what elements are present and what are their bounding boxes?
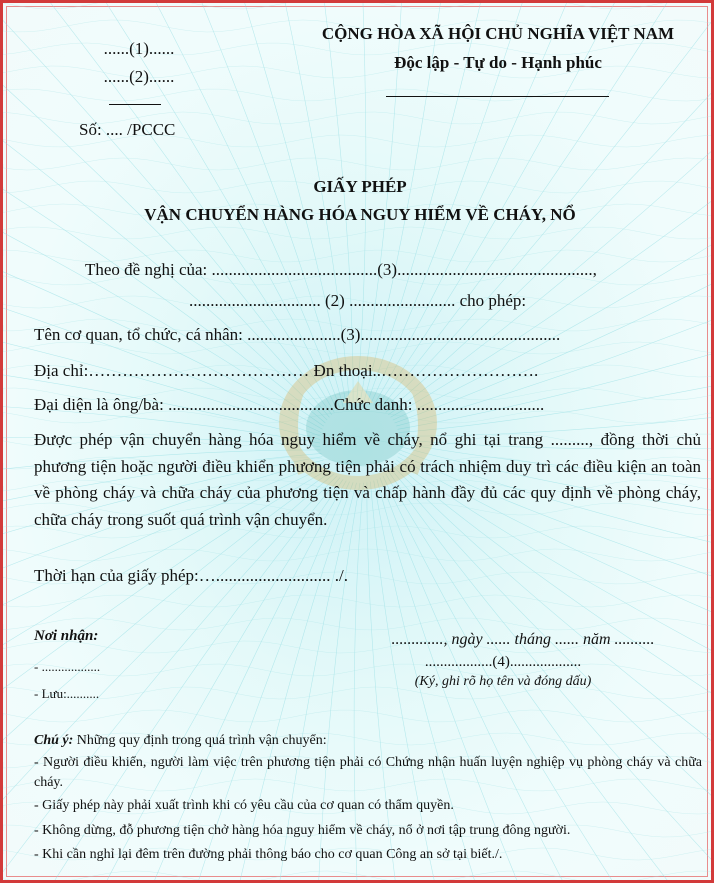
validity-field: Thời hạn của giấy phép:…........................... ./. (34, 566, 348, 585)
guilloche-wave (3, 710, 711, 722)
header-left-line1: ......(1)...... (103, 39, 175, 58)
notes-label: Chú ý: (34, 733, 74, 748)
proposal-field: Theo đề nghị của: .......................................(3).............................................., (85, 260, 597, 279)
note-item: - Người điều khiển, người làm việc trên phương tiện phải có Chứng nhận huấn luyện nghiệp vụ phòng cháy và chữa cháy. (34, 755, 702, 790)
note-item: - Không dừng, đỗ phương tiện chở hàng hóa nguy hiểm về cháy, nổ ở nơi tập trung đông người. (34, 823, 571, 838)
date-line: ............., ngày ...... tháng ...... năm .......... (391, 631, 655, 648)
note-item: - Khi cần nghỉ lại đêm trên đường phải thông báo cho cơ quan Công an sở tại biết./. (34, 847, 503, 862)
document-number: Số: .... /PCCC (79, 120, 176, 139)
note-item: - Giấy phép này phải xuất trình khi có yêu cầu của cơ quan có thẩm quyền. (34, 798, 454, 813)
guilloche-ray (3, 193, 322, 429)
title-line1: GIẤY PHÉP (313, 177, 407, 196)
archive-item: - Lưu:.......... (34, 686, 100, 701)
guilloche-wave (3, 549, 711, 561)
guilloche-wave (3, 227, 711, 239)
guilloche-wave (3, 3, 711, 9)
title-line2: VẬN CHUYỂN HÀNG HÓA NGUY HIỂM VỀ CHÁY, NỔ (144, 205, 576, 224)
nation-name: CỘNG HÒA XÃ HỘI CHỦ NGHĨA VIỆT NAM (321, 24, 675, 43)
motto-underline (386, 96, 609, 97)
guilloche-wave (3, 595, 711, 607)
recipient-item: - .................. (34, 659, 101, 674)
signer-line: ..................(4)................... (424, 654, 582, 670)
notes-intro: Những quy định trong quá trình vận chuyển: (73, 733, 327, 748)
proposal-field-2: ............................... (2) ......................... cho phép: (189, 291, 527, 310)
address-phone-field: Địa chỉ:………………………………… Đn thoại..………………………. (34, 361, 539, 380)
signature-note: (Ký, ghi rõ họ tên và đóng dấu) (414, 674, 592, 689)
guilloche-wave (3, 618, 711, 630)
notes-heading (34, 733, 327, 749)
guilloche-wave (3, 158, 711, 170)
recipients-label: Nơi nhận: (34, 628, 99, 644)
organization-field: Tên cơ quan, tổ chức, cá nhân: ......................(3)............................................... (34, 325, 561, 344)
header-left-line2: ......(2)...... (103, 67, 175, 86)
header-left-divider (109, 104, 161, 105)
representative-field: Đại diện là ông/bà: .......................................Chức danh: .............................. (34, 395, 545, 414)
permission-paragraph: Được phép vận chuyển hàng hóa nguy hiểm về cháy, nổ ghi tại trang ........., đồng thời chủ phương tiện hoặc người điều khiển phương tiện phải có trách nhiệm duy trì các điều kiện an toàn về phòng cháy và chữa cháy của phương tiện và chấp hành đầy đủ các quy định về phòng cháy, chữa cháy trong suốt quá trình vận chuyển. (34, 430, 701, 529)
motto: Độc lập - Tự do - Hạnh phúc (394, 53, 602, 72)
guilloche-ray (399, 335, 714, 433)
